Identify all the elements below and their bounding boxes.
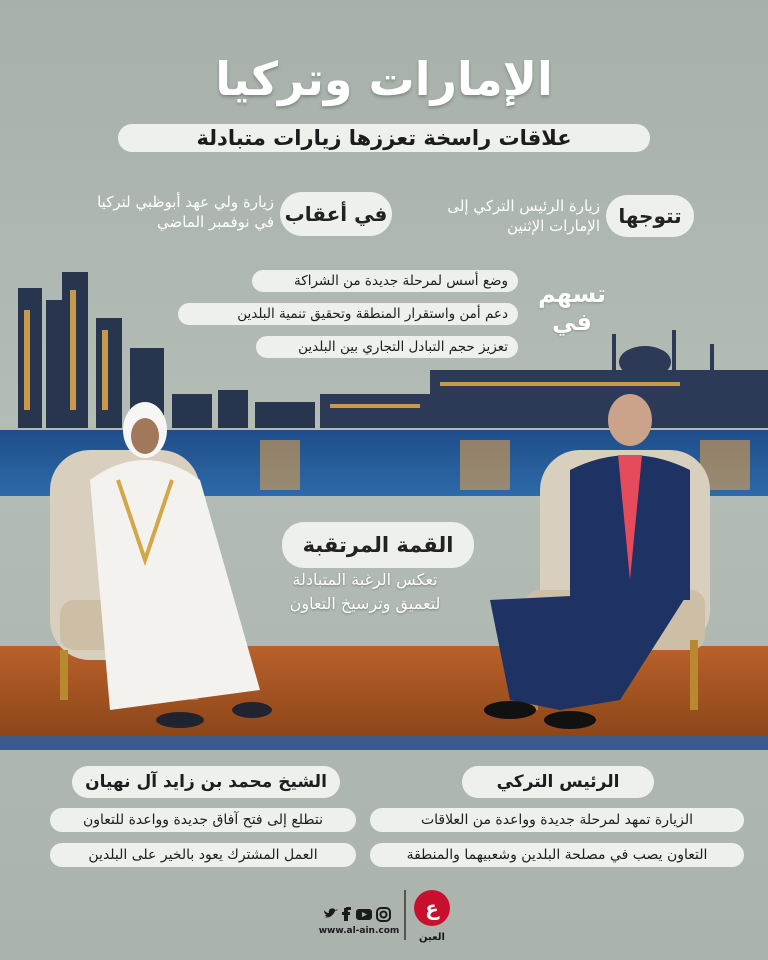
page-title: الإمارات وتركيا [215,52,553,106]
leader-left-point: نتطلع إلى فتح آفاق جديدة وواعدة للتعاون [50,808,356,832]
leader-right-point: الزيارة تمهد لمرحلة جديدة وواعدة من العلاقات [370,808,744,832]
summit-title: القمة المرتقبة [302,533,454,557]
summit-line1: تعكس الرغبة المتبادلة [292,570,438,589]
youtube-icon [356,909,372,920]
summit-line2: لتعميق وترسيخ التعاون [289,594,441,613]
carpet-edge [0,736,768,750]
istanbul-skyline [320,330,768,428]
leader-right-point: التعاون يصب في مصلحة البلدين وشعبيهما والمنطقة [370,843,744,867]
svg-text:ع: ع [425,896,439,920]
instagram-icon [377,908,390,921]
visit-left-tag-label: في أعقاب [284,202,388,226]
al-ain-logo [412,888,452,942]
visit-right-tag [606,195,694,237]
logo-text: العين [419,932,445,943]
facebook-icon [342,907,351,921]
visit-right-line2: الإمارات الإثنين [507,217,600,235]
leader-left-name: الشيخ محمد بن زايد آل نهيان [72,766,340,798]
leader-right-name: الرئيس التركي [462,766,654,798]
logo-mark-icon [412,888,452,928]
twitter-icon [324,908,338,917]
impact-label-line1: تسهم [537,280,607,308]
impact-item: تعزيز حجم التبادل التجاري بين البلدين [256,336,518,358]
abu-dhabi-skyline [18,272,315,428]
visit-right-tag-label: تتوجها [618,204,682,228]
visit-right-text [395,196,600,236]
visit-left-line2: في نوفمبر الماضي [157,213,274,231]
summit-text [260,568,470,616]
social-icons [322,905,394,923]
footer-divider [404,890,406,940]
impact-item: دعم أمن واستقرار المنطقة وتحقيق تنمية البلدين [178,303,518,325]
visit-left-tag [280,192,392,236]
impact-label-line2: في [552,308,592,336]
website-url[interactable]: www.al-ain.com [318,926,400,936]
visit-left-line1: زيارة ولي عهد أبوظبي لتركيا [97,193,274,211]
summit-photo [0,270,768,760]
visit-left-text [52,192,274,232]
visit-right-line1: زيارة الرئيس التركي إلى [447,197,600,215]
leader-left-point: العمل المشترك يعود بالخير على البلدين [50,843,356,867]
subtitle: علاقات راسخة تعززها زيارات متبادلة [118,124,650,152]
summit-title-pill [282,522,474,568]
impact-item: وضع أسس لمرحلة جديدة من الشراكة [252,270,518,292]
